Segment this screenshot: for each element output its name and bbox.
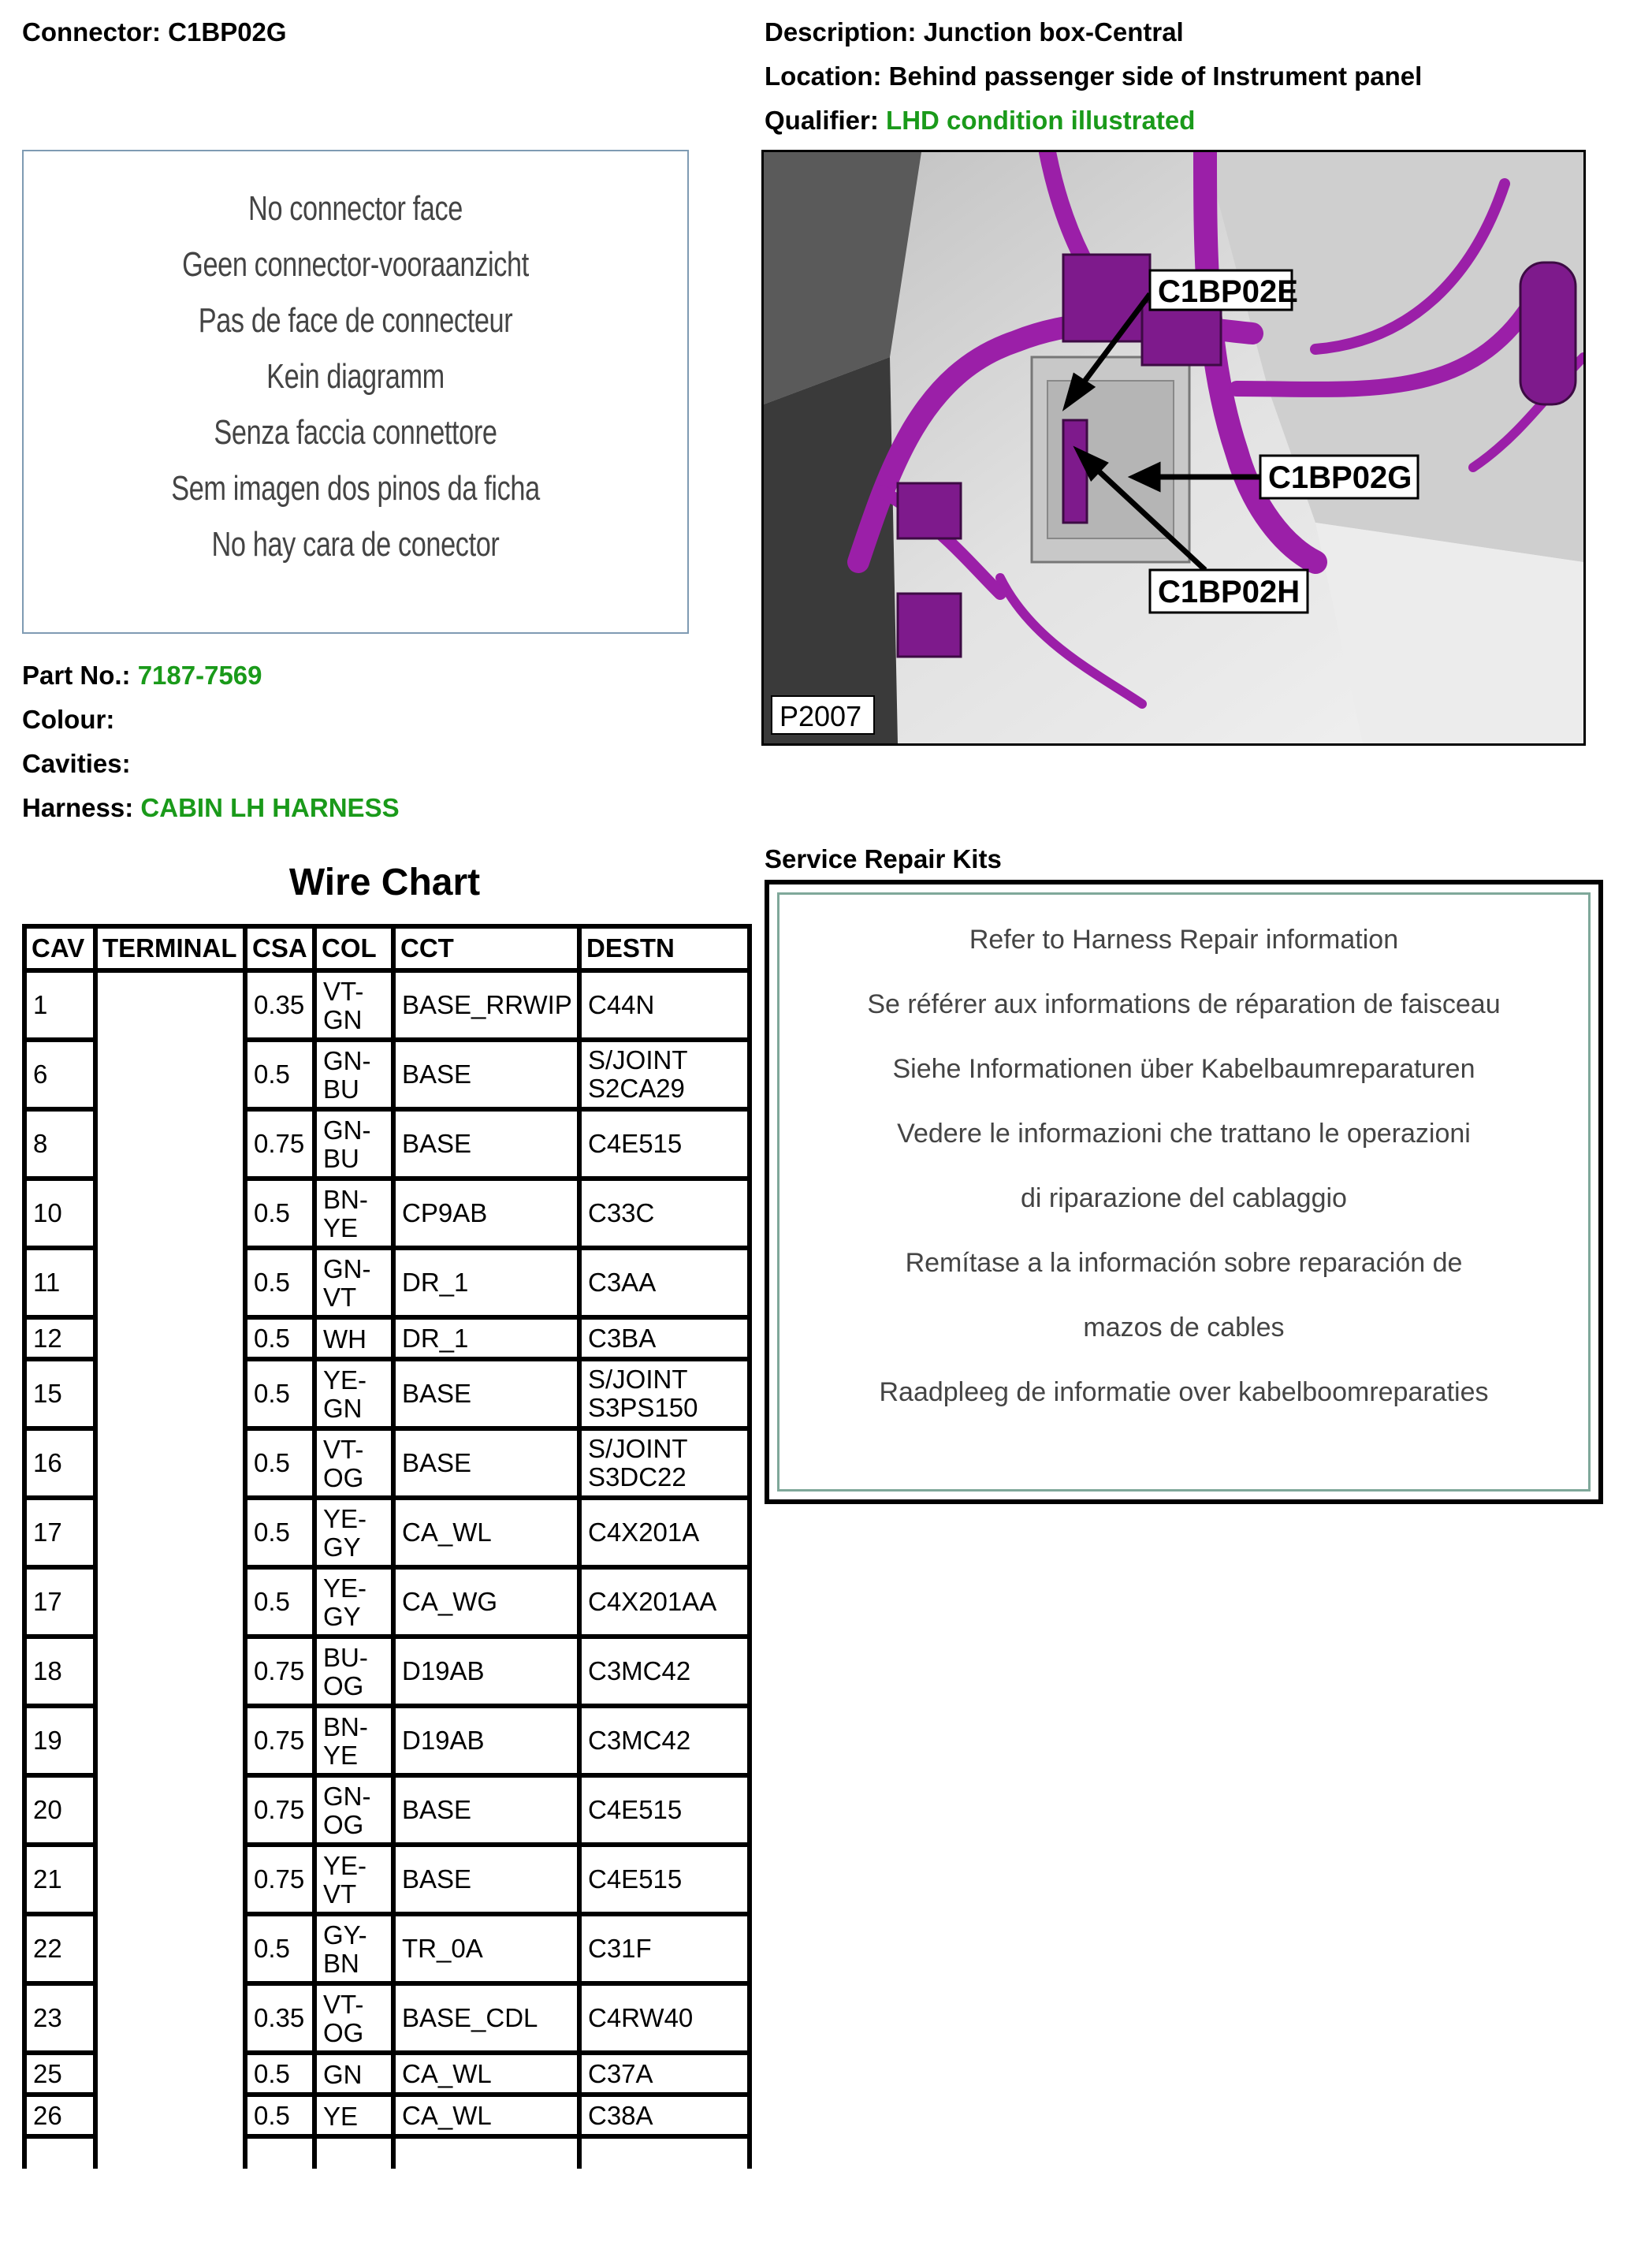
wire-empty-cell [393,2136,579,2169]
ncf-line: Pas de face de connecteur [198,301,513,340]
harness-label: Harness: [22,793,134,822]
wire-row [24,1109,750,1179]
wire-cct-cell: BASE [393,1775,579,1845]
wire-csa-cell: 0.5 [245,1359,314,1428]
wire-chart-body [24,970,750,2169]
wire-csa-cell: 0.75 [245,1775,314,1845]
wire-col-cell: GY-BN [314,1914,393,1983]
wire-cav-cell: 10 [24,1179,95,1248]
wire-col-cell: GN-VT [314,1248,393,1317]
srk-line: Vedere le informazioni che trattano le operazioni [897,1119,1471,1149]
wire-cav-cell: 17 [24,1498,95,1567]
wire-destn-cell: C3MC42 [579,1637,750,1706]
wire-destn-cell: C3MC42 [579,1706,750,1775]
wire-terminal-cell [95,1845,245,1914]
wire-terminal-cell [95,1775,245,1845]
wire-col-cell: GN-OG [314,1775,393,1845]
wire-terminal-cell [95,1040,245,1109]
header-cct: CCT [393,926,579,970]
wire-cct-cell: BASE [393,1109,579,1179]
ncf-line: Senza faccia connettore [214,413,497,452]
wire-cav-cell: 18 [24,1637,95,1706]
wire-cct-cell: CA_WG [393,1567,579,1637]
cavities-label: Cavities: [22,749,131,778]
wire-cav-cell: 19 [24,1706,95,1775]
connector-field [22,17,287,47]
wire-destn-cell: C37A [579,2053,750,2095]
wire-col-cell: VT-OG [314,1983,393,2053]
location-label: Location: [765,61,882,91]
wire-row-empty [24,2136,750,2169]
wire-cav-cell: 23 [24,1983,95,2053]
wire-row [24,1179,750,1248]
wire-terminal-cell [95,1914,245,1983]
callout-c1bp02g: C1BP02G [1268,460,1412,495]
part-no-label: Part No.: [22,661,131,690]
wire-csa-cell: 0.5 [245,1179,314,1248]
figure-id: P2007 [780,700,862,732]
harness-field [22,793,400,823]
wire-row [24,1845,750,1914]
wire-cav-cell: 17 [24,1567,95,1637]
wire-col-cell: GN-BU [314,1040,393,1109]
wire-cav-cell: 15 [24,1359,95,1428]
location-field [765,61,1422,91]
wire-csa-cell: 0.75 [245,1637,314,1706]
wire-cav-cell: 20 [24,1775,95,1845]
description-value: Junction box-Central [923,17,1184,47]
wire-destn-cell: C4RW40 [579,1983,750,2053]
wire-terminal-cell [95,2095,245,2136]
connector-value: C1BP02G [168,17,287,47]
wire-destn-cell: C3BA [579,1317,750,1359]
header-col: COL [314,926,393,970]
wire-csa-cell: 0.5 [245,2095,314,2136]
wire-terminal-cell [95,1248,245,1317]
wire-cav-cell: 8 [24,1109,95,1179]
ncf-line: No hay cara de conector [211,525,500,564]
part-no-value: 7187-7569 [137,661,262,690]
service-repair-kits-inner [777,892,1591,1492]
wire-cav-cell: 22 [24,1914,95,1983]
wire-cct-cell: TR_0A [393,1914,579,1983]
wire-cct-cell: D19AB [393,1637,579,1706]
wire-empty-cell [95,2136,245,2169]
wire-row [24,1317,750,1359]
wire-row [24,1359,750,1428]
wire-destn-cell: C44N [579,970,750,1040]
wire-col-cell: YE-GY [314,1567,393,1637]
wire-csa-cell: 0.5 [245,2053,314,2095]
wire-cct-cell: DR_1 [393,1317,579,1359]
wire-csa-cell: 0.5 [245,1567,314,1637]
wire-csa-cell: 0.5 [245,1248,314,1317]
wire-empty-cell [24,2136,95,2169]
wire-col-cell: BN-YE [314,1179,393,1248]
wire-terminal-cell [95,1109,245,1179]
wire-destn-cell: C3AA [579,1248,750,1317]
wire-row [24,1248,750,1317]
wire-csa-cell: 0.5 [245,1040,314,1109]
wire-csa-cell: 0.5 [245,1914,314,1983]
colour-field [22,705,114,735]
ncf-line: Sem imagen dos pinos da ficha [171,469,540,508]
wire-col-cell: BN-YE [314,1706,393,1775]
srk-line: Remítase a la información sobre reparación de [905,1248,1463,1278]
wire-csa-cell: 0.5 [245,1498,314,1567]
wire-destn-cell: C4E515 [579,1775,750,1845]
wire-destn-cell: S/JOINT S3DC22 [579,1428,750,1498]
wire-row [24,1914,750,1983]
wire-terminal-cell [95,1179,245,1248]
wire-cct-cell: CA_WL [393,2053,579,2095]
wire-col-cell: BU-OG [314,1637,393,1706]
header-destn: DESTN [579,926,750,970]
wire-col-cell: YE-GY [314,1498,393,1567]
wire-cav-cell: 6 [24,1040,95,1109]
ncf-line: Geen connector-vooraanzicht [182,245,529,284]
wire-destn-cell: C38A [579,2095,750,2136]
wire-col-cell: YE-GN [314,1359,393,1428]
wire-destn-cell: C33C [579,1179,750,1248]
wire-cct-cell: BASE_CDL [393,1983,579,2053]
srk-line: Refer to Harness Repair information [969,925,1399,955]
wire-cav-cell: 12 [24,1317,95,1359]
harness-illustration [764,152,1583,743]
srk-line: mazos de cables [1083,1313,1285,1343]
wire-terminal-cell [95,1359,245,1428]
service-repair-kits-box [765,880,1603,1504]
description-label: Description: [765,17,917,47]
wire-cct-cell: BASE [393,1845,579,1914]
wire-terminal-cell [95,1498,245,1567]
wire-row [24,1706,750,1775]
wire-cav-cell: 21 [24,1845,95,1914]
wire-cct-cell: BASE [393,1428,579,1498]
callout-c1bp02h: C1BP02H [1158,575,1300,609]
wire-empty-cell [314,2136,393,2169]
wire-cct-cell: CP9AB [393,1179,579,1248]
wire-terminal-cell [95,970,245,1040]
srk-line: Se référer aux informations de réparation de faisceau [867,989,1501,1019]
wire-row [24,1428,750,1498]
service-repair-kits-title: Service Repair Kits [765,844,1002,873]
wire-csa-cell: 0.5 [245,1428,314,1498]
wire-col-cell: VT-OG [314,1428,393,1498]
wire-chart-title: Wire Chart [288,862,481,903]
wire-csa-cell: 0.75 [245,1706,314,1775]
location-value: Behind passenger side of Instrument panel [888,61,1423,91]
wire-cct-cell: BASE_RRWIP [393,970,579,1040]
wire-col-cell: YE-VT [314,1845,393,1914]
wire-csa-cell: 0.35 [245,970,314,1040]
connector-label: Connector: [22,17,161,47]
wire-empty-cell [245,2136,314,2169]
qualifier-field [765,106,1195,136]
wire-cct-cell: BASE [393,1359,579,1428]
srk-line: di riparazione del cablaggio [1021,1183,1347,1213]
wire-cct-cell: DR_1 [393,1248,579,1317]
wire-cct-cell: BASE [393,1040,579,1109]
wire-cav-cell: 26 [24,2095,95,2136]
colour-label: Colour: [22,705,115,734]
wire-col-cell: YE [314,2095,393,2136]
wire-empty-cell [579,2136,750,2169]
wire-row [24,1637,750,1706]
no-connector-face-box [22,150,689,634]
part-no-field [22,661,262,691]
wire-terminal-cell [95,1428,245,1498]
description-field [765,17,1184,47]
wire-cct-cell: CA_WL [393,1498,579,1567]
wire-chart-header-row [24,926,750,970]
wire-row [24,2053,750,2095]
wire-destn-cell: S/JOINT S2CA29 [579,1040,750,1109]
callout-c1bp02e: C1BP02E [1158,274,1298,309]
wire-row [24,2095,750,2136]
wire-cav-cell: 11 [24,1248,95,1317]
wire-cav-cell: 25 [24,2053,95,2095]
wire-destn-cell: C4X201AA [579,1567,750,1637]
wire-col-cell: WH [314,1317,393,1359]
harness-value: CABIN LH HARNESS [140,793,400,822]
ncf-line: No connector face [248,189,463,228]
wire-destn-cell: C4E515 [579,1845,750,1914]
wire-row [24,1498,750,1567]
cavities-field [22,749,131,779]
wire-chart-table [22,924,752,2169]
wire-csa-cell: 0.75 [245,1109,314,1179]
qualifier-label: Qualifier: [765,106,879,135]
header-terminal: TERMINAL [95,926,245,970]
wire-cct-cell: CA_WL [393,2095,579,2136]
srk-line: Raadpleeg de informatie over kabelboomreparaties [879,1377,1489,1407]
ncf-line: Kein diagramm [266,357,445,396]
wire-terminal-cell [95,2053,245,2095]
wire-col-cell: GN [314,2053,393,2095]
wire-csa-cell: 0.5 [245,1317,314,1359]
wire-csa-cell: 0.75 [245,1845,314,1914]
wire-destn-cell: C4X201A [579,1498,750,1567]
wire-row [24,1983,750,2053]
wire-row [24,1040,750,1109]
wire-cav-cell: 16 [24,1428,95,1498]
wire-terminal-cell [95,1706,245,1775]
wire-col-cell: VT-GN [314,970,393,1040]
wire-destn-cell: C31F [579,1914,750,1983]
qualifier-value: LHD condition illustrated [886,106,1196,135]
wire-terminal-cell [95,1637,245,1706]
wire-terminal-cell [95,1317,245,1359]
wire-row [24,1775,750,1845]
wire-cct-cell: D19AB [393,1706,579,1775]
wire-cav-cell: 1 [24,970,95,1040]
wire-csa-cell: 0.35 [245,1983,314,2053]
wire-row [24,1567,750,1637]
wire-terminal-cell [95,1983,245,2053]
wire-terminal-cell [95,1567,245,1637]
connector-location-photo [761,150,1586,746]
wire-destn-cell: C4E515 [579,1109,750,1179]
wire-row [24,970,750,1040]
wire-destn-cell: S/JOINT S3PS150 [579,1359,750,1428]
wire-col-cell: GN-BU [314,1109,393,1179]
header-cav: CAV [24,926,95,970]
header-csa: CSA [245,926,314,970]
srk-line: Siehe Informationen über Kabelbaumreparaturen [892,1054,1475,1084]
